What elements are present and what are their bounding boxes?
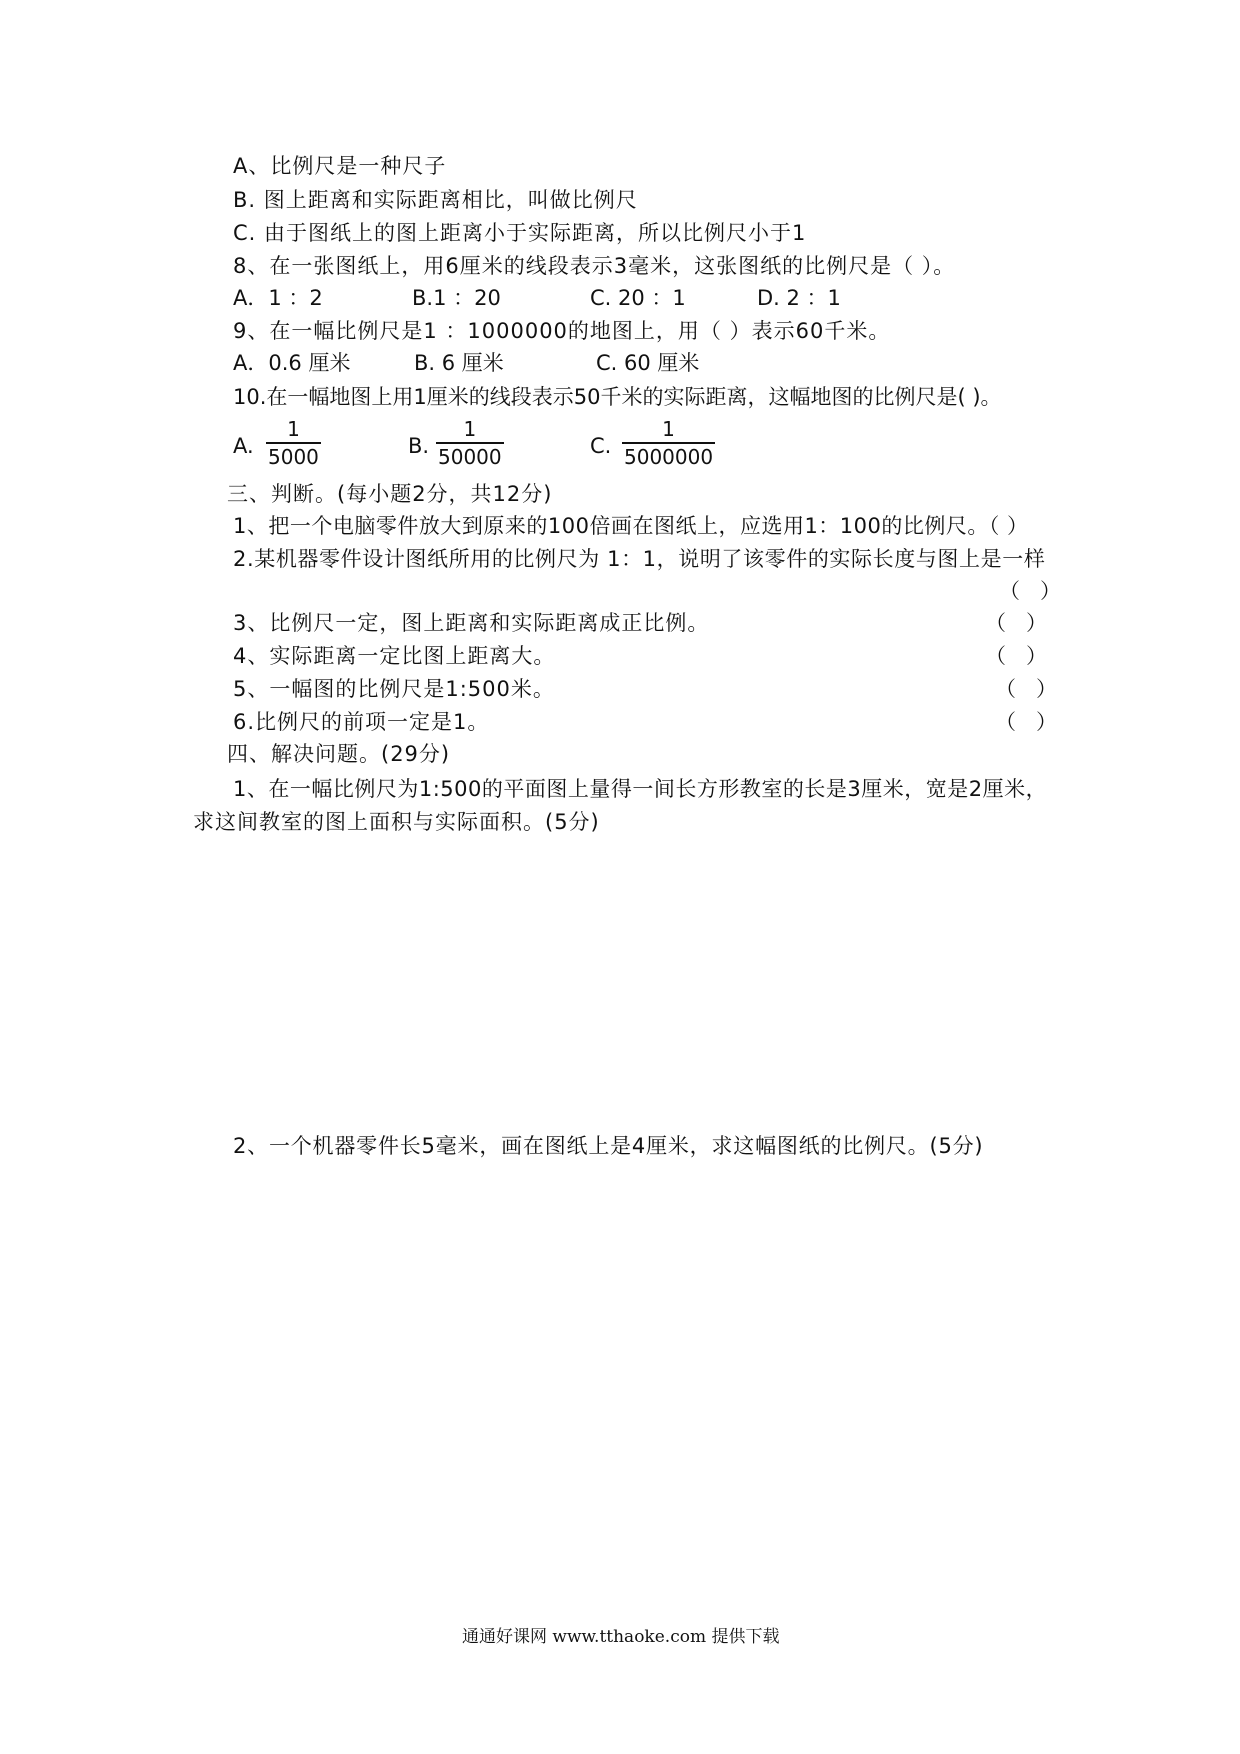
fraction-numerator: 1 <box>463 417 477 441</box>
judgment-item-1: 1、把一个电脑零件放大到原来的100倍画在图纸上，应选用1：100的比例尺。（ ） <box>233 514 1029 538</box>
judgment-item-4-answer-paren: （ ） <box>985 644 1048 668</box>
judgment-item-3: 3、比例尺一定，图上距离和实际距离成正比例。 <box>233 611 710 635</box>
problem-1-line-2: 求这间教室的图上面积与实际面积。(5分) <box>193 810 600 834</box>
q8-stem: 8、在一张图纸上，用6厘米的线段表示3毫米，这张图纸的比例尺是（ ）。 <box>233 254 956 278</box>
q10-option-b-label: B. <box>408 434 430 458</box>
problem-1-line-1: 1、在一幅比例尺为1:500的平面图上量得一间长方形教室的长是3厘米，宽是2厘米， <box>233 777 1048 801</box>
judgment-item-3-answer-paren: （ ） <box>985 611 1048 635</box>
footer-source: 通通好课网 www.tthaoke.com 提供下载 <box>462 1627 780 1647</box>
q10-option-c-fraction <box>622 416 715 470</box>
judgment-item-2: 2.某机器零件设计图纸所用的比例尺为 1：1，说明了该零件的实际长度与图上是一样 <box>233 547 1046 571</box>
q7-option-b: B. 图上距离和实际距离相比，叫做比例尺 <box>233 188 638 212</box>
judgment-item-6-answer-paren: （ ） <box>995 710 1058 734</box>
fraction-numerator: 1 <box>287 417 300 441</box>
fraction-denominator: 5000 <box>268 445 319 469</box>
q9-option-a: A．0.6 厘米 <box>233 351 351 375</box>
q8-option-b: B.1 ：20 <box>412 286 501 310</box>
judgment-item-5: 5、一幅图的比例尺是1:500米。 <box>233 677 555 701</box>
judgment-item-6: 6.比例尺的前项一定是1。 <box>233 710 490 734</box>
q8-option-d: D. 2 ：1 <box>757 286 841 310</box>
q10-option-c-label: C. <box>590 434 612 458</box>
q10-option-a-fraction <box>266 416 321 470</box>
q8-option-c: C. 20 ：1 <box>590 286 686 310</box>
fraction-numerator: 1 <box>662 417 675 441</box>
q9-option-b: B. 6 厘米 <box>414 351 504 375</box>
q10-stem: 10.在一幅地图上用1厘米的线段表示50千米的实际距离，这幅地图的比例尺是( )。 <box>233 385 1002 409</box>
q10-option-a-label: A. <box>233 434 254 458</box>
section4-heading: 四、解决问题。(29分) <box>227 742 451 766</box>
judgment-item-4: 4、实际距离一定比图上距离大。 <box>233 644 556 668</box>
q9-stem: 9、在一幅比例尺是1 ：1000000的地图上，用（ ）表示60千米。 <box>233 319 891 343</box>
judgment-item-2-answer-paren: （ ） <box>999 579 1062 603</box>
fraction-denominator: 50000 <box>438 445 502 469</box>
q9-option-c: C. 60 厘米 <box>596 351 700 375</box>
section3-heading: 三、判断。(每小题2分，共12分) <box>227 482 553 506</box>
problem-2: 2、一个机器零件长5毫米，画在图纸上是4厘米，求这幅图纸的比例尺。(5分) <box>233 1134 984 1158</box>
q8-option-a: A．1 ：2 <box>233 286 323 310</box>
q7-option-a: A、比例尺是一种尺子 <box>233 154 447 178</box>
q7-option-c: C. 由于图纸上的图上距离小于实际距离，所以比例尺小于1 <box>233 221 807 245</box>
q10-option-b-fraction <box>436 416 504 470</box>
judgment-item-5-answer-paren: （ ） <box>995 677 1058 701</box>
fraction-denominator: 5000000 <box>624 445 714 469</box>
